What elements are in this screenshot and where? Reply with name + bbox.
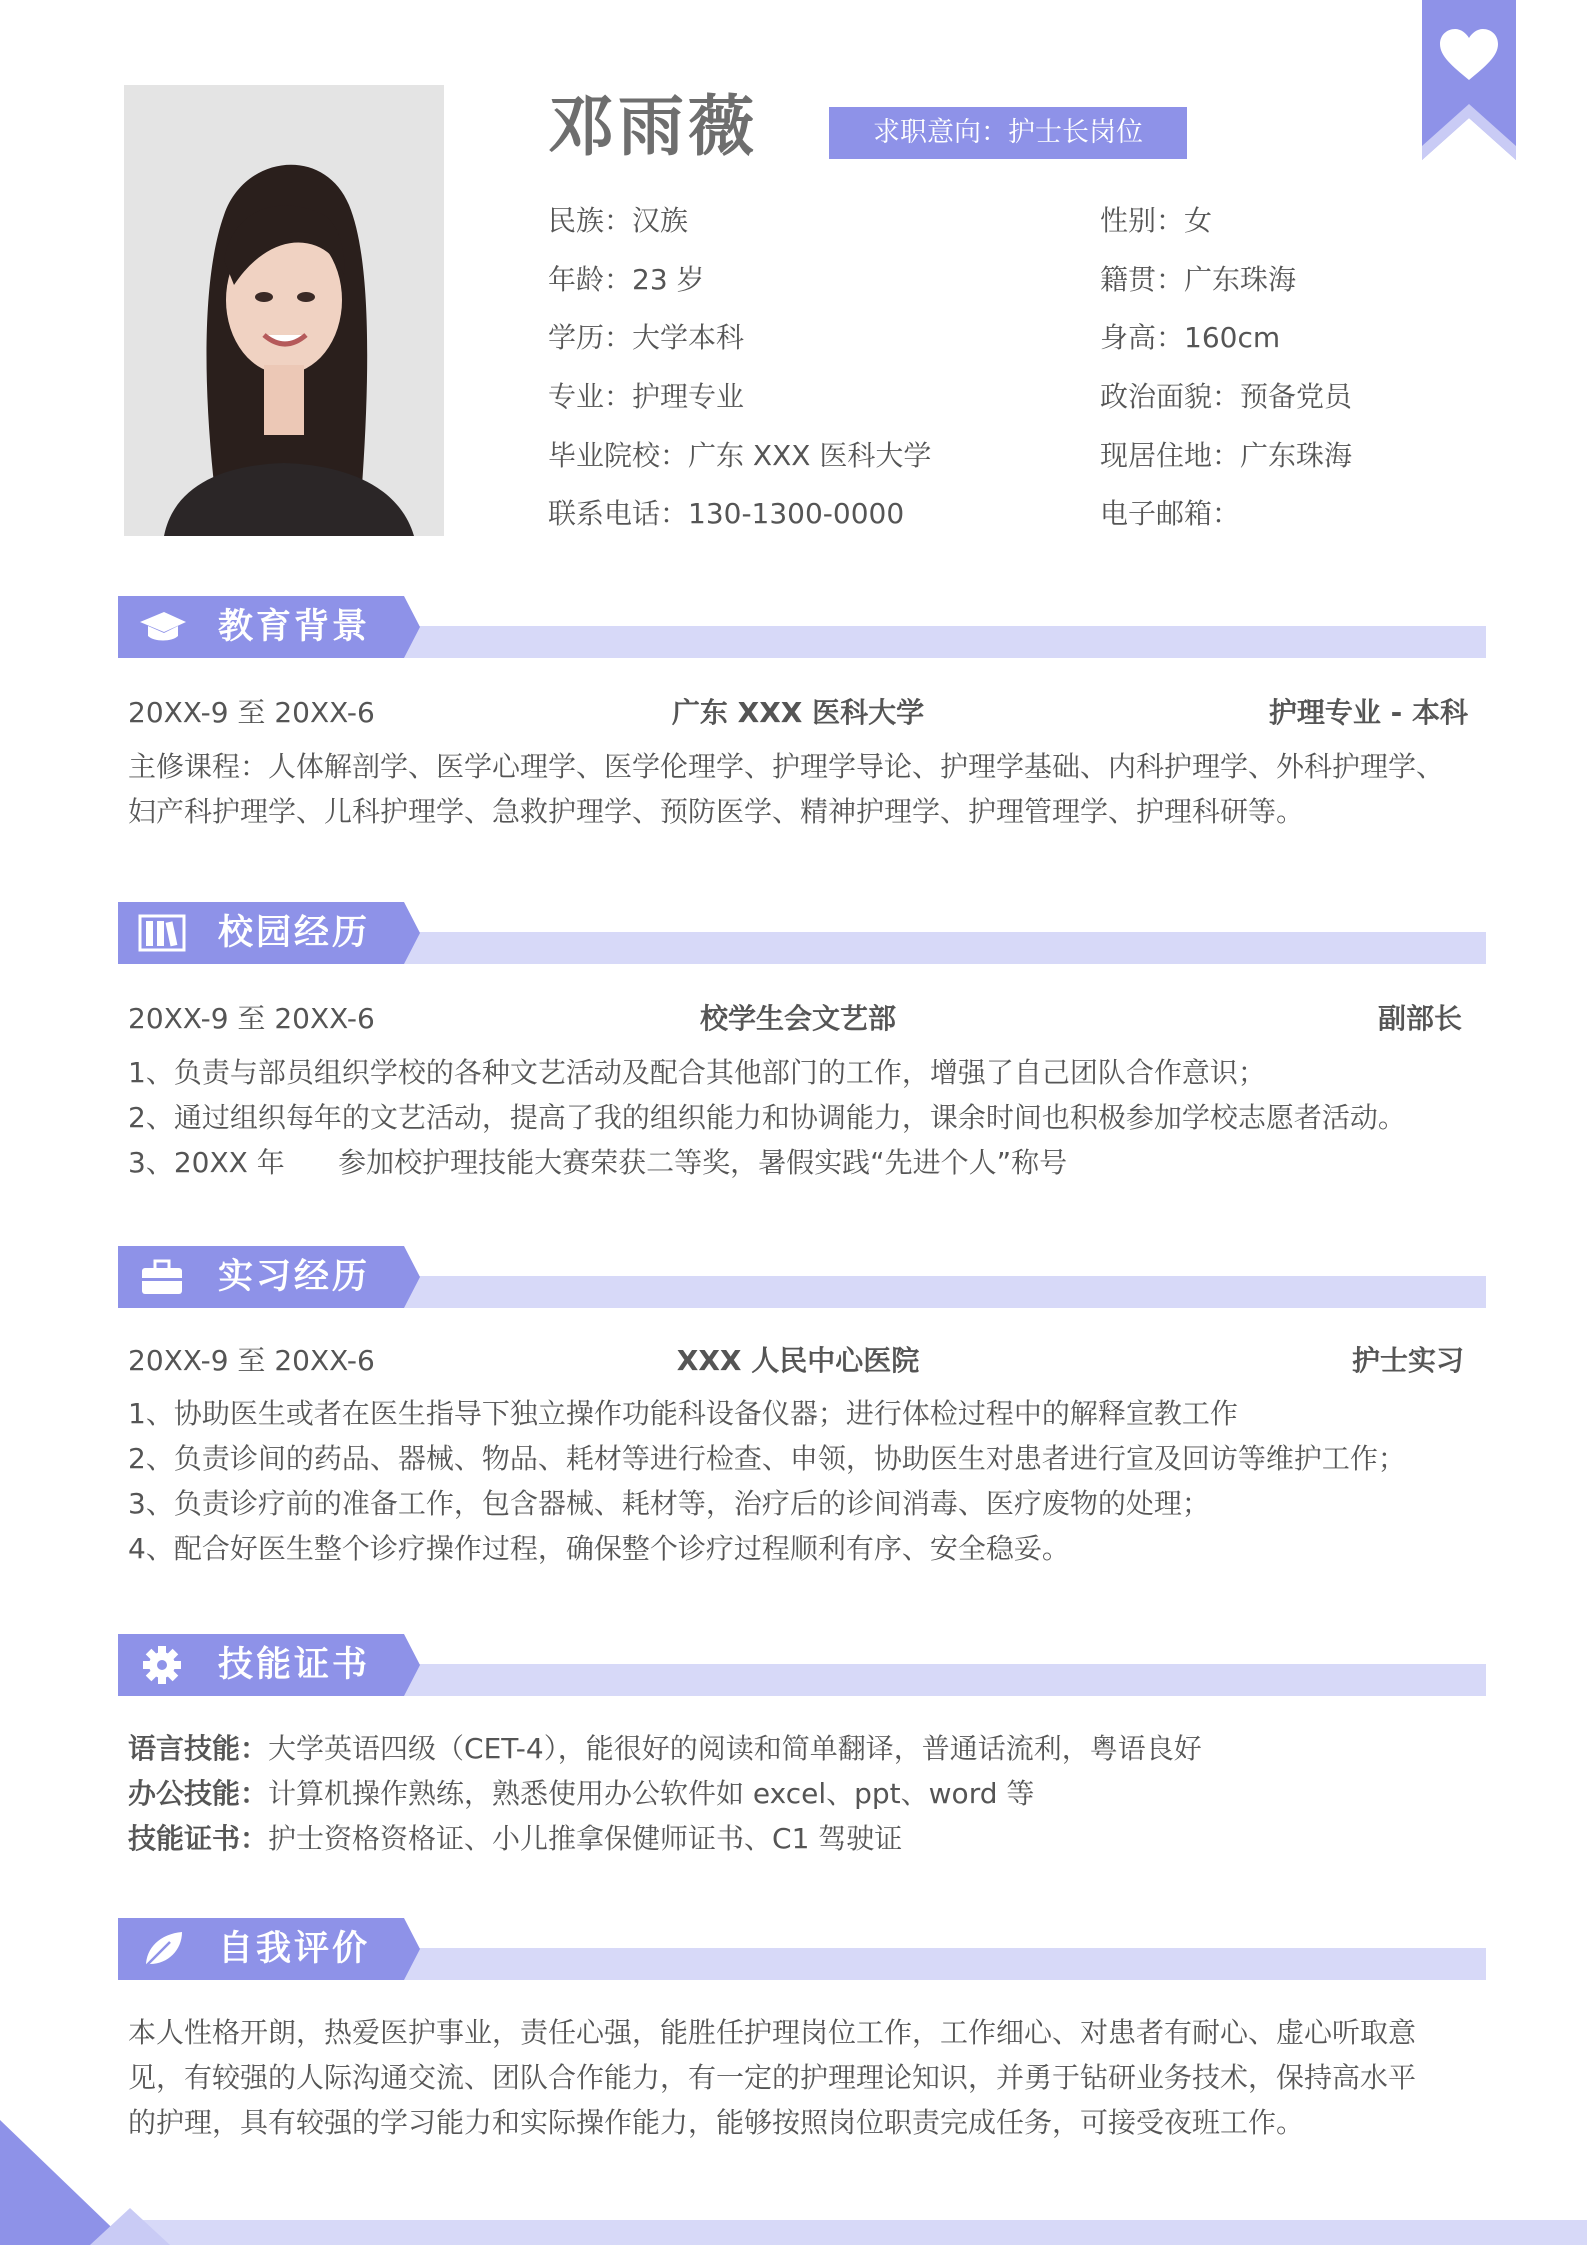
internship-period: 20XX-9 至 20XX-6 bbox=[128, 1344, 375, 1377]
text-line: 主修课程：人体解剖学、医学心理学、医学伦理学、护理学导论、护理学基础、内科护理学、外科护理学、 bbox=[128, 750, 1445, 783]
text-line: 的护理，具有较强的学习能力和实际操作能力，能够按照岗位职责完成任务，可接受夜班工作。 bbox=[128, 2106, 1305, 2139]
info-school: 毕业院校：广东 XXX 医科大学 bbox=[548, 439, 932, 472]
skill-label: 技能证书： bbox=[128, 1822, 269, 1855]
internship-entry-header bbox=[128, 1341, 1468, 1381]
text-line: 1、协助医生或者在医生指导下独立操作功能科设备仪器；进行体检过程中的解释宣教工作 bbox=[128, 1397, 1238, 1430]
text-line: 1、负责与部员组织学校的各种文艺活动及配合其他部门的工作，增强了自己团队合作意识； bbox=[128, 1056, 1266, 1089]
education-degree: 护理专业 - 本科 bbox=[1268, 696, 1468, 729]
skill-label: 语言技能： bbox=[128, 1732, 269, 1765]
text-line: 见，有较强的人际沟通交流、团队合作能力，有一定的护理理论知识，并勇于钻研业务技术，保持高水平 bbox=[128, 2061, 1417, 2094]
section-header-education bbox=[118, 596, 420, 658]
gear-icon bbox=[136, 1644, 188, 1686]
section-header-self-evaluation bbox=[118, 1918, 420, 1980]
education-school: 广东 XXX 医科大学 bbox=[671, 696, 925, 729]
section-title: 实习经历 bbox=[218, 1257, 371, 1297]
section-header-internship bbox=[118, 1246, 420, 1308]
info-major: 专业：护理专业 bbox=[548, 380, 745, 413]
skill-item bbox=[128, 1771, 1478, 1816]
info-residence: 现居住地：广东珠海 bbox=[1100, 439, 1353, 472]
skills-list bbox=[128, 1726, 1478, 1861]
internship-role: 护士实习 bbox=[1351, 1344, 1464, 1377]
text-line: 本人性格开朗，热爱医护事业，责任心强，能胜任护理岗位工作，工作细心、对患者有耐心、虚心听取意 bbox=[128, 2016, 1417, 2049]
skill-item bbox=[128, 1816, 1478, 1861]
section-title: 自我评价 bbox=[218, 1929, 371, 1969]
text-line: 妇产科护理学、儿科护理学、急救护理学、预防医学、精神护理学、护理管理学、护理科研等。 bbox=[128, 795, 1305, 828]
section-header-skills bbox=[118, 1634, 420, 1696]
skill-text: 护士资格资格证、小儿推拿保健师证书、C1 驾驶证 bbox=[268, 1822, 903, 1855]
campus-details bbox=[128, 1050, 1478, 1185]
skill-item bbox=[128, 1726, 1478, 1771]
job-intent-badge: 求职意向：护士长岗位 bbox=[829, 107, 1187, 159]
info-political-status: 政治面貌：预备党员 bbox=[1100, 380, 1353, 413]
books-icon bbox=[136, 912, 188, 954]
profile-photo bbox=[124, 85, 444, 536]
info-height: 身高：160cm bbox=[1100, 321, 1281, 354]
skill-label: 办公技能： bbox=[128, 1777, 269, 1810]
education-entry-header bbox=[128, 693, 1468, 733]
section-title: 技能证书 bbox=[218, 1645, 371, 1685]
briefcase-icon bbox=[136, 1256, 188, 1298]
graduation-cap-icon bbox=[136, 606, 188, 648]
skill-text: 大学英语四级（CET-4），能很好的阅读和简单翻译，普通话流利，粤语良好 bbox=[268, 1732, 1202, 1765]
section-title: 教育背景 bbox=[218, 607, 371, 647]
leaf-icon bbox=[136, 1928, 188, 1970]
campus-period: 20XX-9 至 20XX-6 bbox=[128, 1002, 375, 1035]
candidate-name: 邓雨薇 bbox=[548, 88, 758, 165]
info-email: 电子邮箱： bbox=[1100, 497, 1241, 530]
text-line: 2、负责诊间的药品、器械、物品、耗材等进行检查、申领，协助医生对患者进行宣及回访等维护工作； bbox=[128, 1442, 1406, 1475]
education-period: 20XX-9 至 20XX-6 bbox=[128, 696, 375, 729]
text-line: 3、20XX 年 参加校护理技能大赛荣获二等奖，暑假实践“先进个人”称号 bbox=[128, 1146, 1068, 1179]
text-line: 4、配合好医生整个诊疗操作过程，确保整个诊疗过程顺利有序、安全稳妥。 bbox=[128, 1532, 1070, 1565]
text-line: 2、通过组织每年的文艺活动，提高了我的组织能力和协调能力，课余时间也积极参加学校志愿者活动。 bbox=[128, 1101, 1406, 1134]
skill-text: 计算机操作熟练，熟悉使用办公软件如 excel、ppt、word 等 bbox=[268, 1777, 1035, 1810]
footer-decoration bbox=[0, 2120, 1587, 2245]
section-title: 校园经历 bbox=[218, 913, 371, 953]
info-gender: 性别：女 bbox=[1100, 204, 1213, 237]
text-line: 3、负责诊疗前的准备工作，包含器械、耗材等，治疗后的诊间消毒、医疗废物的处理； bbox=[128, 1487, 1210, 1520]
education-courses bbox=[128, 744, 1478, 834]
internship-details bbox=[128, 1391, 1478, 1571]
campus-entry-header bbox=[128, 999, 1468, 1039]
section-header-campus bbox=[118, 902, 420, 964]
info-phone: 联系电话：130-1300-0000 bbox=[548, 497, 905, 530]
campus-org: 校学生会文艺部 bbox=[699, 1002, 896, 1035]
internship-org: XXX 人民中心医院 bbox=[676, 1344, 920, 1377]
info-ethnicity: 民族：汉族 bbox=[548, 204, 689, 237]
info-hometown: 籍贯：广东珠海 bbox=[1100, 263, 1297, 296]
info-age: 年龄：23 岁 bbox=[548, 263, 705, 296]
campus-role: 副部长 bbox=[1377, 1002, 1462, 1035]
info-education: 学历：大学本科 bbox=[548, 321, 745, 354]
heart-ribbon-icon bbox=[1422, 0, 1516, 160]
